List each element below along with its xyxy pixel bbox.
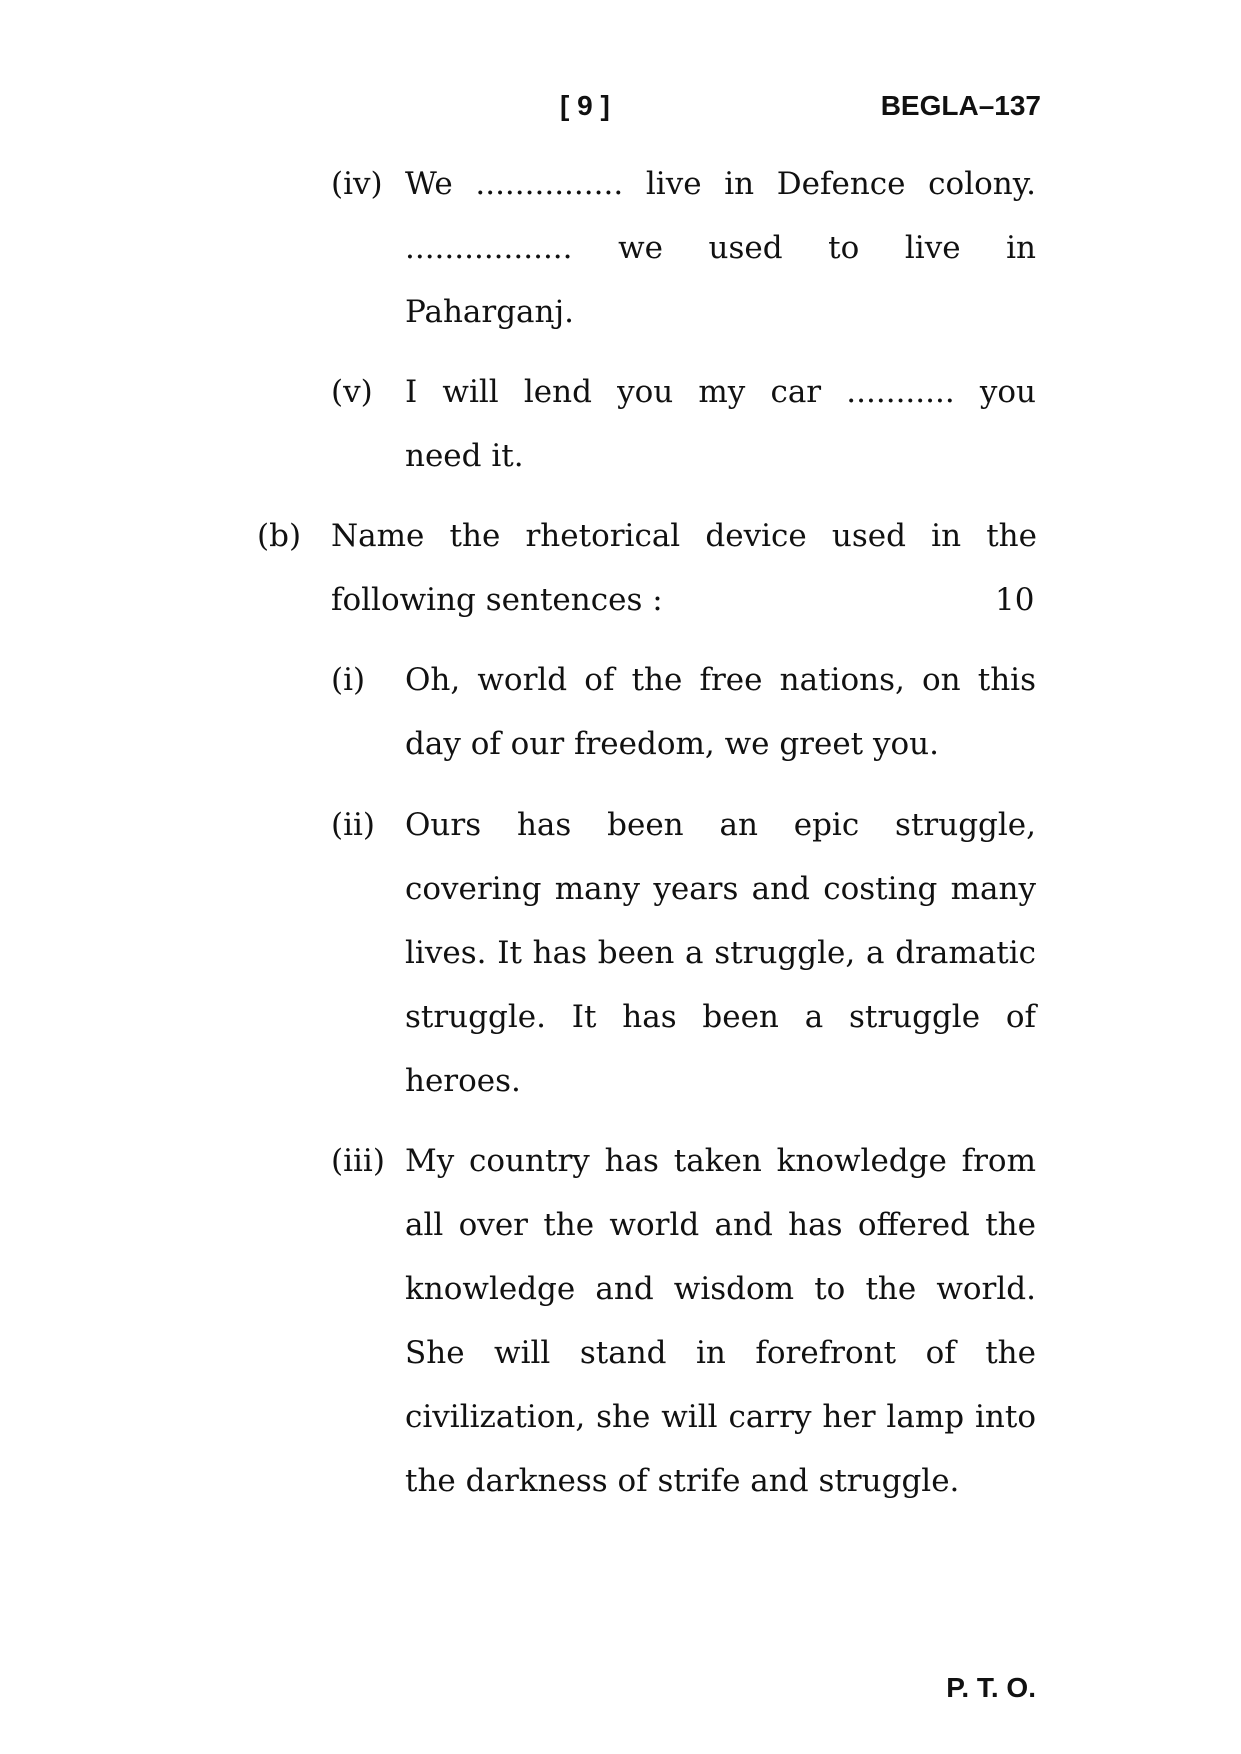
question-iii-text: My country has taken knowledge from all over the world and has offered the knowledge and wisdom to the world. She will stand in forefront of the civilization, she will carry her lamp into the darkness of strife and struggle. (405, 1143, 1036, 1499)
question-ii-text: Ours has been an epic struggle, covering many years and costing many lives. It has been a struggle, a dramatic struggle. It has been a struggle of heroes. (405, 807, 1036, 1099)
question-label-i: (i) (331, 662, 366, 698)
question-iv-line-1: We ............... live in Defence colony. (405, 166, 1036, 202)
question-label-iii: (iii) (331, 1143, 385, 1179)
section-b-line-1: Name the rhetorical device used in the (331, 518, 1037, 554)
question-v-line-2: need it. (405, 438, 524, 474)
question-v-line-1: I will lend you my car ........... you (405, 374, 1036, 410)
question-i-text: Oh, world of the free nations, on this day of our freedom, we greet you. (405, 662, 1036, 762)
section-b-line-2: following sentences : (331, 582, 663, 618)
section-label-b: (b) (257, 518, 302, 554)
question-label-ii: (ii) (331, 807, 376, 843)
question-iv-line-2: ................. we used to live in (405, 230, 1036, 266)
paper-code: BEGLA–137 (880, 90, 1041, 121)
question-label-iv: (iv) (331, 166, 383, 202)
page-number: [ 9 ] (560, 90, 610, 121)
section-b-marks: 10 (995, 582, 1035, 618)
question-iv-line-3: Paharganj. (405, 294, 574, 330)
please-turn-over: P. T. O. (946, 1672, 1036, 1703)
question-label-v: (v) (331, 374, 373, 410)
